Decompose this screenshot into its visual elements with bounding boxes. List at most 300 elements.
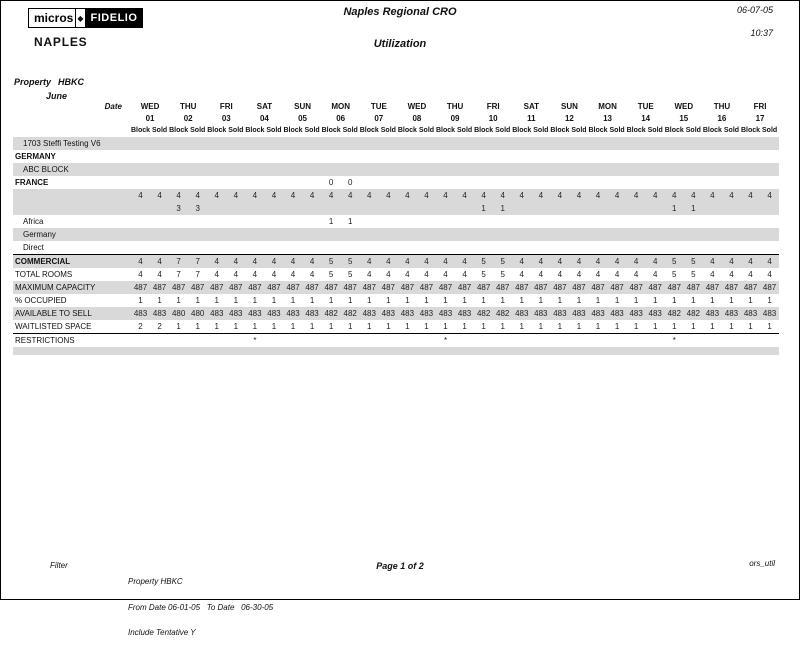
block-value: 1: [710, 296, 715, 305]
date-cell: [131, 150, 169, 163]
block-value: [360, 137, 379, 150]
date-cell: [589, 294, 627, 307]
block-value: 1: [367, 322, 372, 331]
date-cell: [207, 137, 245, 150]
date-header: [131, 101, 169, 137]
date-cell: [131, 320, 169, 333]
value-line: [131, 307, 779, 320]
block-value: [436, 215, 455, 228]
sold-header: Sold: [342, 127, 358, 134]
date-cell: [550, 241, 588, 254]
date-cell: [360, 137, 398, 150]
sold-value: 4: [462, 270, 467, 279]
sold-value: 4: [233, 257, 239, 266]
sold-value: 483: [457, 309, 472, 318]
value-line: [131, 215, 779, 228]
sold-value: [341, 163, 360, 176]
sold-value: 1: [271, 322, 277, 331]
sold-value: 4: [233, 191, 239, 200]
block-value: [474, 137, 493, 150]
sold-header: Sold: [380, 127, 396, 134]
date-cell: [512, 150, 550, 163]
sold-value: 487: [686, 283, 701, 292]
day-number: 16: [717, 114, 727, 123]
block-value: 487: [591, 283, 605, 292]
block-value: [589, 241, 608, 254]
date-cell: [550, 281, 588, 294]
sold-value: 1: [652, 296, 658, 305]
day-name: MON: [598, 102, 617, 111]
date-cell: [322, 215, 360, 228]
sold-value: 4: [195, 191, 200, 200]
day-name: SUN: [560, 102, 578, 111]
sold-value: [341, 347, 360, 355]
date-cell: [550, 215, 588, 228]
sold-value: [264, 150, 283, 163]
block-sold-header: [741, 125, 779, 137]
table-row: [13, 268, 779, 281]
date-cell: [741, 320, 779, 333]
sold-value: [569, 347, 588, 355]
block-value: 4: [290, 270, 296, 279]
sold-value: 487: [610, 283, 624, 292]
row-values: [131, 228, 779, 241]
sold-header: Sold: [457, 127, 473, 134]
date-cell: [703, 320, 741, 333]
date-cell: [741, 176, 779, 189]
sold-value: 4: [386, 270, 391, 279]
block-value: 5: [328, 270, 334, 279]
sold-value: [379, 163, 398, 176]
date-cell: [665, 255, 703, 268]
block-value: [436, 137, 455, 150]
block-header: Block: [321, 127, 341, 134]
block-value: 4: [557, 191, 563, 200]
date-cell: [398, 334, 436, 347]
date-cell: [512, 202, 550, 215]
sold-value: 1: [347, 217, 353, 226]
sold-value: [417, 137, 436, 150]
sold-value: 1: [500, 322, 505, 331]
sold-value: 483: [152, 309, 167, 318]
sold-value: [379, 228, 398, 241]
date-cell: [436, 228, 474, 241]
block-value: [741, 137, 760, 150]
sold-header: Sold: [304, 127, 320, 134]
sold-value: 7: [195, 270, 200, 279]
block-value: [169, 137, 188, 150]
block-value: [665, 150, 684, 163]
block-value: [665, 137, 684, 150]
date-cell: [474, 347, 512, 355]
sold-value: 487: [724, 283, 739, 292]
sold-value: [531, 202, 550, 215]
date-cell: [284, 268, 322, 281]
block-value: [360, 241, 379, 254]
value-line: [131, 150, 779, 163]
sold-value: [417, 241, 436, 254]
sold-value: [188, 137, 207, 150]
day-number: 04: [259, 114, 269, 123]
date-cell: [665, 202, 703, 215]
date-cell: [627, 268, 665, 281]
sold-value: [455, 176, 474, 189]
sold-value: 1: [233, 296, 239, 305]
sold-value: [684, 241, 703, 254]
block-value: 487: [133, 283, 148, 292]
sold-value: 483: [267, 309, 281, 318]
block-value: [398, 228, 417, 241]
block-value: [245, 347, 264, 355]
date-cell: [131, 228, 169, 241]
sold-value: [608, 163, 627, 176]
sold-value: [379, 241, 398, 254]
sold-value: [608, 176, 627, 189]
date-cell: [474, 281, 512, 294]
block-value: 1: [481, 296, 486, 305]
sold-value: 480: [191, 309, 205, 318]
block-value: [589, 334, 608, 347]
block-value: [169, 215, 188, 228]
block-value: [207, 334, 226, 347]
block-value: [131, 163, 150, 176]
sold-value: 487: [381, 283, 396, 292]
sold-value: 483: [724, 309, 739, 318]
sold-value: 1: [233, 322, 239, 331]
day-number: 13: [603, 114, 613, 123]
block-value: 7: [176, 270, 181, 279]
block-value: [512, 228, 531, 241]
block-value: [207, 347, 226, 355]
sold-value: 4: [538, 257, 544, 266]
logo-micros-text: micros: [28, 8, 76, 28]
block-value: [284, 202, 303, 215]
sold-header: Sold: [685, 127, 701, 134]
block-value: 487: [400, 283, 415, 292]
day-number: 05: [298, 114, 308, 123]
office-name: NAPLES: [34, 35, 88, 49]
date-cell: [398, 320, 436, 333]
block-value: [474, 241, 493, 254]
block-value: [169, 163, 188, 176]
date-cell: [512, 228, 550, 241]
block-sold-header: [665, 125, 703, 137]
sold-value: [226, 202, 245, 215]
block-value: [474, 176, 493, 189]
block-value: [245, 215, 264, 228]
sold-value: [569, 202, 588, 215]
date-cell: [512, 320, 550, 333]
sold-value: 483: [305, 309, 319, 318]
date-cell: [360, 268, 398, 281]
sold-value: 4: [386, 191, 391, 200]
sold-value: [303, 163, 322, 176]
value-line: [131, 268, 779, 281]
row-values: [131, 281, 779, 294]
row-values: [131, 268, 779, 281]
sold-value: 2: [157, 322, 162, 331]
block-value: 4: [367, 191, 372, 200]
block-sold-header: [360, 125, 398, 137]
row-label: Germany: [23, 230, 56, 239]
sold-value: [684, 228, 703, 241]
date-cell: [474, 189, 512, 202]
sold-value: 4: [309, 191, 315, 200]
row-label: RESTRICTIONS: [15, 336, 75, 345]
block-value: 4: [367, 270, 372, 279]
sold-value: [379, 215, 398, 228]
block-value: [398, 202, 417, 215]
date-cell: [665, 163, 703, 176]
date-cell: [131, 202, 169, 215]
sold-value: [722, 215, 741, 228]
sold-value: [188, 334, 207, 347]
block-value: 4: [214, 191, 219, 200]
date-cell: [512, 347, 550, 355]
day-name: THU: [713, 102, 731, 111]
sold-header: Sold: [495, 127, 511, 134]
date-cell: [741, 334, 779, 347]
date-cell: [169, 215, 207, 228]
day-name: THU: [446, 102, 464, 111]
date-cell: [398, 163, 436, 176]
block-value: 4: [290, 191, 296, 200]
block-value: [741, 347, 760, 355]
block-value: 1: [672, 204, 677, 213]
date-cell: [741, 255, 779, 268]
table-row: [13, 241, 779, 254]
sold-value: 4: [691, 191, 696, 200]
date-cell: [550, 202, 588, 215]
block-value: [741, 150, 760, 163]
date-cell: [169, 347, 207, 355]
block-value: [589, 163, 608, 176]
date-cell: [207, 320, 245, 333]
row-label: WAITLISTED SPACE: [15, 322, 92, 331]
filter-values: [128, 561, 273, 655]
sold-value: [379, 176, 398, 189]
date-cell: [322, 294, 360, 307]
date-cell: [360, 189, 398, 202]
date-cell: [284, 307, 322, 320]
diamond-icon: ◆: [76, 8, 84, 28]
sold-value: [760, 334, 779, 347]
block-value: [284, 176, 303, 189]
date-cell: [436, 320, 474, 333]
utilization-table: [13, 101, 779, 355]
sold-value: [531, 215, 550, 228]
sold-value: [303, 241, 322, 254]
sold-value: [455, 150, 474, 163]
date-cell: [741, 150, 779, 163]
sold-value: [608, 202, 627, 215]
sold-value: [646, 150, 665, 163]
sold-value: [493, 176, 512, 189]
sold-header: Sold: [152, 127, 168, 134]
block-value: [627, 137, 646, 150]
block-value: 4: [672, 191, 677, 200]
date-cell: [207, 228, 245, 241]
block-sold-header: [207, 125, 245, 137]
date-cell: [665, 347, 703, 355]
sold-value: 5: [691, 257, 696, 266]
row-label: 1703 Steffi Testing V6: [23, 139, 101, 148]
sold-value: 1: [691, 322, 696, 331]
date-cell: [665, 189, 703, 202]
date-cell: [322, 281, 360, 294]
date-cell: [474, 307, 512, 320]
block-header: Block: [131, 127, 151, 134]
date-cell: [550, 150, 588, 163]
block-value: 1: [176, 322, 181, 331]
date-headers: [131, 101, 779, 137]
block-value: [703, 176, 722, 189]
sold-value: 1: [691, 296, 696, 305]
date-header: [627, 101, 665, 137]
sold-header: Sold: [571, 127, 587, 134]
block-value: 487: [362, 283, 376, 292]
block-value: 1: [557, 322, 563, 331]
date-cell: [665, 268, 703, 281]
sold-value: 4: [652, 270, 658, 279]
sold-value: 5: [691, 270, 696, 279]
sold-value: 1: [576, 296, 582, 305]
date-cell: [169, 176, 207, 189]
table-row: [13, 307, 779, 320]
sold-value: [455, 334, 474, 347]
date-cell: [703, 241, 741, 254]
sold-value: 1: [309, 296, 315, 305]
block-value: [665, 176, 684, 189]
date-cell: [741, 307, 779, 320]
row-label: FRANCE: [15, 178, 49, 187]
row-values: [131, 176, 779, 189]
date-cell: [474, 202, 512, 215]
date-cell: [512, 137, 550, 150]
block-value: 4: [138, 257, 143, 266]
sold-value: [569, 241, 588, 254]
sold-value: [722, 347, 741, 355]
date-cell: [398, 294, 436, 307]
sold-value: [226, 150, 245, 163]
row-label: ABC BLOCK: [23, 165, 69, 174]
sold-value: 1: [271, 296, 277, 305]
date-cell: [665, 241, 703, 254]
sold-value: [188, 241, 207, 254]
block-value: 1: [252, 322, 258, 331]
table-row: [13, 254, 779, 268]
date-cell: [474, 150, 512, 163]
date-cell: [207, 347, 245, 355]
block-value: 4: [138, 270, 143, 279]
block-value: [436, 176, 455, 189]
block-sold-header: [398, 125, 436, 137]
block-value: [360, 347, 379, 355]
sold-value: [226, 347, 245, 355]
block-value: 483: [629, 309, 643, 318]
block-header: Block: [588, 127, 608, 134]
block-value: 4: [214, 257, 219, 266]
sold-value: 487: [419, 283, 434, 292]
date-cell: [474, 241, 512, 254]
block-sold-header: [131, 125, 169, 137]
block-value: 1: [557, 296, 563, 305]
sold-value: 1: [424, 322, 429, 331]
sold-value: 483: [762, 309, 777, 318]
report-title: Naples Regional CRO: [343, 6, 457, 18]
block-value: 482: [476, 309, 491, 318]
date-cell: [703, 294, 741, 307]
block-value: [245, 163, 264, 176]
date-cell: [284, 228, 322, 241]
day-name: TUE: [370, 102, 387, 111]
date-cell: [398, 189, 436, 202]
block-header: Block: [664, 127, 684, 134]
row-values: [131, 255, 779, 268]
sold-value: 4: [424, 191, 429, 200]
block-sold-header: [474, 125, 512, 137]
sold-value: [608, 228, 627, 241]
sold-value: 4: [614, 191, 620, 200]
block-value: [474, 215, 493, 228]
sold-value: [264, 228, 283, 241]
block-value: 4: [138, 191, 143, 200]
block-value: [360, 228, 379, 241]
date-cell: [436, 241, 474, 254]
block-value: [398, 163, 417, 176]
date-cell: [589, 334, 627, 347]
day-name: TUE: [637, 102, 654, 111]
date-cell: [703, 255, 741, 268]
value-line: [131, 202, 779, 215]
date-cell: [284, 281, 322, 294]
block-value: 4: [443, 270, 448, 279]
value-line: [131, 255, 779, 268]
sold-value: [417, 347, 436, 355]
date-header: [322, 101, 360, 137]
sold-value: [646, 202, 665, 215]
sold-value: 4: [462, 191, 467, 200]
sold-value: [379, 150, 398, 163]
date-cell: [703, 215, 741, 228]
block-value: [245, 202, 264, 215]
date-cell: [360, 163, 398, 176]
block-value: [703, 215, 722, 228]
block-value: 1: [443, 296, 448, 305]
date-cell: [322, 268, 360, 281]
date-cell: [398, 137, 436, 150]
sold-value: [379, 347, 398, 355]
block-value: 1: [633, 322, 639, 331]
block-header: Block: [512, 127, 532, 134]
date-cell: [512, 268, 550, 281]
date-header: [207, 101, 245, 137]
sold-value: 482: [496, 309, 510, 318]
block-sold-header: [589, 125, 627, 137]
block-value: [322, 202, 341, 215]
date-cell: [589, 228, 627, 241]
block-value: 4: [252, 257, 258, 266]
sold-value: [684, 215, 703, 228]
sold-value: [569, 176, 588, 189]
block-value: 1: [252, 296, 258, 305]
page-number: Page 1 of 2: [376, 561, 424, 571]
block-value: [474, 163, 493, 176]
date-cell: [284, 334, 322, 347]
value-line: [131, 228, 779, 241]
block-value: [589, 215, 608, 228]
date-cell: [245, 320, 283, 333]
